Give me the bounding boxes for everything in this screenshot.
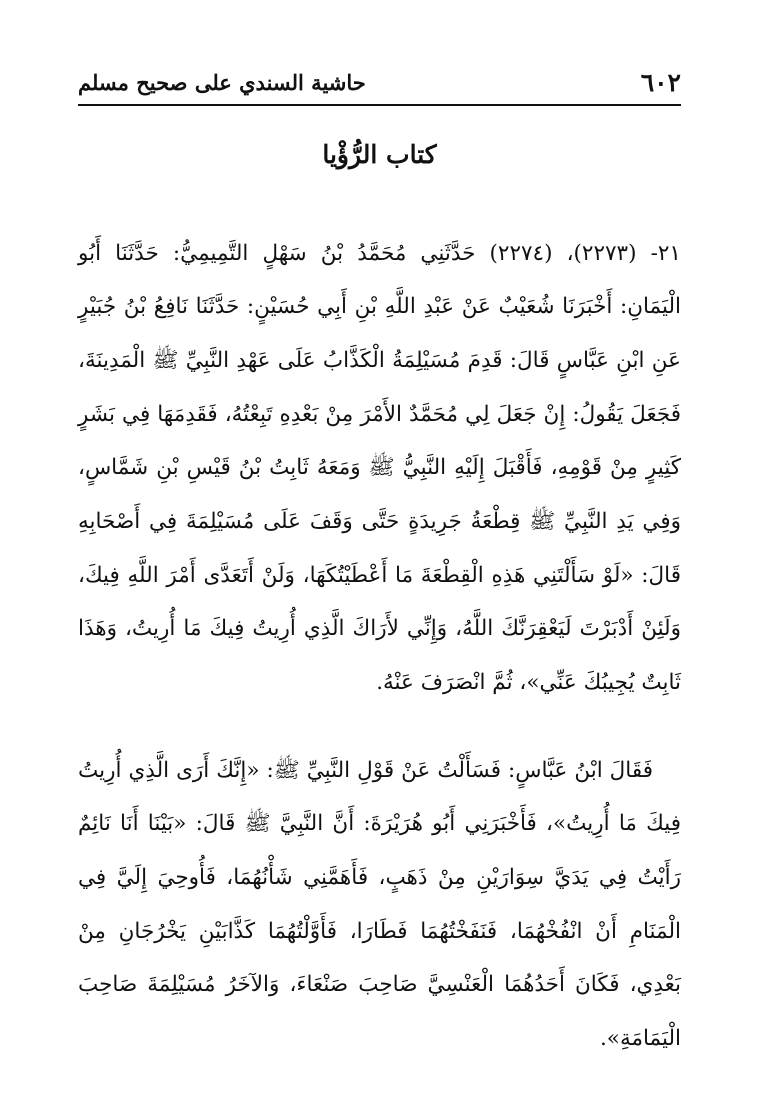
hadith-paragraph: ٢١- (٢٢٧٣)، (٢٢٧٤) حَدَّثَنِي مُحَمَّدُ بْنُ سَهْلٍ التَّمِيمِيُّ: حَدَّثَنَا أَبُو الْيَمَانِ: أَخْبَرَنَا شُعَيْبٌ عَنْ عَبْدِ اللَّهِ بْنِ أَبِي حُسَيْنٍ: حَدَّثَنَا نَافِعُ بْنُ جُبَيْرٍ عَنِ ابْنِ عَبَّاسٍ قَالَ: قَدِمَ مُسَيْلِمَةُ الْكَذَّابُ عَلَى عَهْدِ النَّبِيِّ ﷺ الْمَدِينَةَ، فَجَعَلَ يَقُولُ: إِنْ جَعَلَ لِي مُحَمَّدٌ الأَمْرَ مِنْ بَعْدِهِ تَبِعْتُهُ، فَقَدِمَهَا فِي بَشَرٍ كَثِيرٍ مِنْ قَوْمِهِ، فَأَقْبَلَ إِلَيْهِ النَّبِيُّ ﷺ وَمَعَهُ ثَابِتُ بْنُ قَيْسِ بْنِ شَمَّاسٍ، وَفِي يَدِ النَّبِيِّ ﷺ قِطْعَةُ جَرِيدَةٍ حَتَّى وَقَفَ عَلَى مُسَيْلِمَةَ فِي أَصْحَابِهِ قَالَ: «لَوْ سَأَلْتَنِي هَذِهِ الْقِطْعَةَ مَا أَعْطَيْتُكَهَا، وَلَنْ أَتَعَدَّى أَمْرَ اللَّهِ فِيكَ، وَلَئِنْ أَدْبَرْتَ لَيَعْقِرَنَّكَ اللَّهُ، وَإِنِّي لأَرَاكَ الَّذِي أُرِيتُ فِيكَ مَا أُرِيتُ، وَهَذَا ثَابِتٌ يُجِيبُكَ عَنِّي»، ثُمَّ انْصَرَفَ عَنْهُ. <box>78 240 681 696</box>
running-head <box>78 62 681 102</box>
running-title: حاشية السندي على صحيح مسلم <box>78 69 366 95</box>
header-rule <box>78 104 681 106</box>
chapter-title: كتاب الرُّؤْيا <box>322 140 437 169</box>
commentary-paragraph: فَقَالَ ابْنُ عَبَّاسٍ: فَسَأَلْتُ عَنْ قَوْلِ النَّبِيِّ ﷺ: «إِنَّكَ أَرَى الَّذِي أُرِيتُ فِيكَ مَا أُرِيتُ»، فَأَخْبَرَنِي أَبُو هُرَيْرَةَ: أَنَّ النَّبِيَّ ﷺ قَالَ: «بَيْنَا أَنَا نَائِمٌ رَأَيْتُ فِي يَدَيَّ سِوَارَيْنِ مِنْ ذَهَبٍ، فَأَهَمَّنِي شَأْنُهُمَا، فَأُوحِيَ إِلَيَّ فِي الْمَنَامِ أَنْ انْفُخْهُمَا، فَنَفَخْتُهُمَا فَطَارَا، فَأَوَّلْتُهُمَا كَذَّابَيْنِ يَخْرُجَانِ مِنْ بَعْدِي، فَكَانَ أَحَدُهُمَا الْعَنْسِيَّ صَاحِبَ صَنْعَاءَ، وَالآخَرُ مُسَيْلِمَةَ صَاحِبَ الْيَمَامَةِ». <box>78 757 681 1052</box>
page-number: ٦٠٢ <box>640 67 681 97</box>
